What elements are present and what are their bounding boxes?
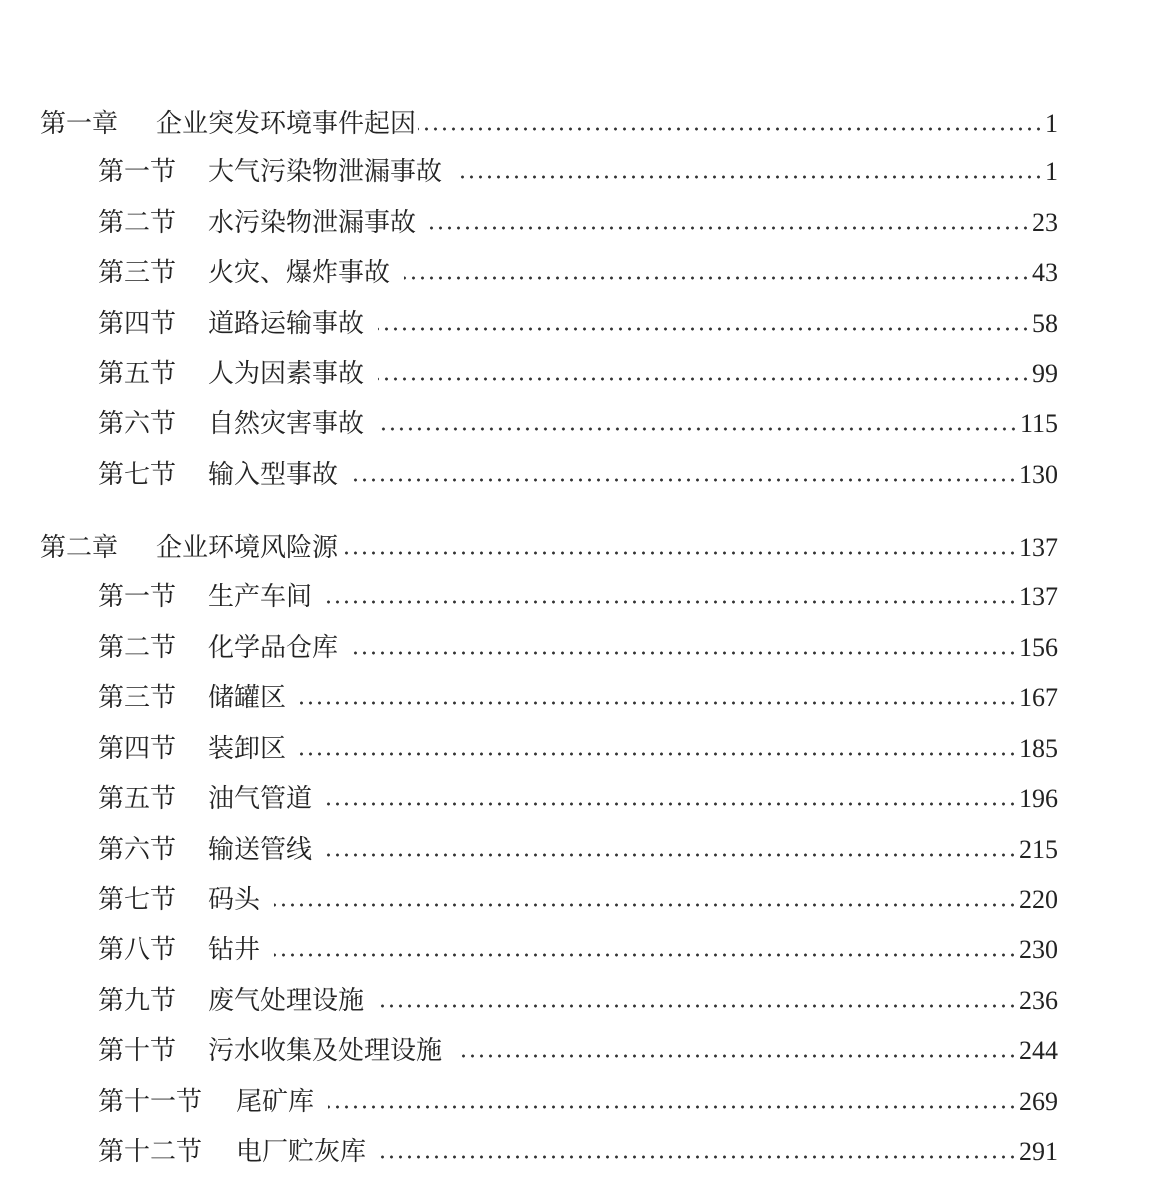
dot-leader — [380, 1155, 1017, 1159]
section-title: 人为因素事故 — [208, 359, 365, 389]
page-number: 1 — [1045, 157, 1058, 186]
chapter-number: 第二章 — [40, 533, 119, 563]
page-number: 230 — [1019, 935, 1058, 964]
section-title: 生产车间 — [208, 582, 313, 612]
toc-section-1-4[interactable] — [98, 304, 1058, 344]
dot-leader — [340, 551, 1017, 555]
section-number: 第三节 — [98, 258, 177, 288]
section-number: 第七节 — [98, 885, 177, 915]
dot-leader — [300, 752, 1017, 756]
section-number: 第四节 — [98, 309, 177, 339]
toc-section-2-12[interactable] — [98, 1132, 1058, 1172]
section-number: 第十二节 — [98, 1137, 203, 1167]
section-title: 输送管线 — [208, 835, 313, 865]
page-number: 236 — [1019, 986, 1058, 1015]
toc-section-2-10[interactable] — [98, 1031, 1058, 1071]
page-number: 156 — [1019, 633, 1058, 662]
toc-section-2-7[interactable] — [98, 880, 1058, 920]
section-title: 钻井 — [208, 935, 261, 965]
page-number: 23 — [1032, 208, 1058, 237]
page-number: 1 — [1045, 109, 1058, 138]
chapter-title: 企业环境风险源 — [156, 533, 339, 563]
page-number: 43 — [1032, 258, 1058, 287]
section-number: 第八节 — [98, 935, 177, 965]
section-title: 油气管道 — [208, 784, 313, 814]
page-number: 99 — [1032, 359, 1058, 388]
page-number: 269 — [1019, 1087, 1058, 1116]
toc-section-2-3[interactable] — [98, 678, 1058, 718]
section-title: 水污染物泄漏事故 — [208, 208, 417, 238]
section-number: 第二节 — [98, 633, 177, 663]
section-title: 大气污染物泄漏事故 — [208, 157, 443, 187]
section-number: 第二节 — [98, 208, 177, 238]
dot-leader — [456, 175, 1043, 179]
page-number: 130 — [1019, 460, 1058, 489]
section-title: 储罐区 — [208, 683, 287, 713]
dot-leader — [456, 1054, 1017, 1058]
section-title: 码头 — [208, 885, 261, 915]
page-number: 215 — [1019, 835, 1058, 864]
page-number: 220 — [1019, 885, 1058, 914]
section-title: 电厂贮灰库 — [236, 1137, 367, 1167]
dot-leader — [300, 701, 1017, 705]
section-title: 火灾、爆炸事故 — [208, 258, 391, 288]
dot-leader — [418, 127, 1043, 131]
section-number: 第六节 — [98, 409, 177, 439]
toc-section-2-11[interactable] — [98, 1082, 1058, 1122]
page-number: 244 — [1019, 1036, 1058, 1065]
dot-leader — [378, 377, 1030, 381]
toc-chapter-2[interactable] — [40, 528, 1058, 568]
dot-leader — [378, 327, 1030, 331]
dot-leader — [352, 651, 1017, 655]
section-number: 第一节 — [98, 157, 177, 187]
section-number: 第七节 — [98, 460, 177, 490]
section-title: 自然灾害事故 — [208, 409, 365, 439]
page-number: 291 — [1019, 1137, 1058, 1166]
section-title: 输入型事故 — [208, 460, 339, 490]
section-title: 污水收集及处理设施 — [208, 1036, 443, 1066]
dot-leader — [352, 478, 1017, 482]
section-title: 尾矿库 — [236, 1087, 315, 1117]
toc-section-2-9[interactable] — [98, 981, 1058, 1021]
toc-chapter-1[interactable] — [40, 104, 1058, 144]
section-number: 第十节 — [98, 1036, 177, 1066]
toc-section-2-1[interactable] — [98, 577, 1058, 617]
section-title: 化学品仓库 — [208, 633, 339, 663]
dot-leader — [274, 903, 1017, 907]
page-number: 58 — [1032, 309, 1058, 338]
page-number: 137 — [1019, 533, 1058, 562]
section-number: 第一节 — [98, 582, 177, 612]
page-number: 115 — [1019, 409, 1058, 438]
toc-section-2-2[interactable] — [98, 628, 1058, 668]
section-title: 废气处理设施 — [208, 986, 365, 1016]
toc-section-1-6[interactable] — [98, 404, 1058, 444]
section-number: 第四节 — [98, 734, 177, 764]
toc-section-2-8[interactable] — [98, 930, 1058, 970]
dot-leader — [274, 953, 1017, 957]
toc-section-1-5[interactable] — [98, 354, 1058, 394]
section-number: 第五节 — [98, 784, 177, 814]
page-number: 185 — [1019, 734, 1058, 763]
toc-section-1-7[interactable] — [98, 455, 1058, 495]
toc-section-2-4[interactable] — [98, 729, 1058, 769]
section-number: 第六节 — [98, 835, 177, 865]
toc-section-2-6[interactable] — [98, 830, 1058, 870]
chapter-number: 第一章 — [40, 109, 119, 139]
dot-leader — [326, 802, 1017, 806]
toc-section-2-5[interactable] — [98, 779, 1058, 819]
dot-leader — [378, 427, 1018, 431]
section-number: 第五节 — [98, 359, 177, 389]
dot-leader — [404, 276, 1030, 280]
dot-leader — [430, 226, 1030, 230]
page-number: 167 — [1019, 683, 1058, 712]
chapter-title: 企业突发环境事件起因 — [156, 109, 417, 139]
dot-leader — [326, 853, 1017, 857]
section-title: 道路运输事故 — [208, 309, 365, 339]
section-number: 第三节 — [98, 683, 177, 713]
dot-leader — [378, 1004, 1017, 1008]
page-number: 196 — [1019, 784, 1058, 813]
section-number: 第九节 — [98, 986, 177, 1016]
section-title: 装卸区 — [208, 734, 287, 764]
toc-section-1-2[interactable] — [98, 203, 1058, 243]
toc-section-1-3[interactable] — [98, 253, 1058, 293]
toc-section-1-1[interactable] — [98, 152, 1058, 192]
page-number: 137 — [1019, 582, 1058, 611]
dot-leader — [326, 600, 1017, 604]
section-number: 第十一节 — [98, 1087, 203, 1117]
dot-leader — [328, 1105, 1017, 1109]
